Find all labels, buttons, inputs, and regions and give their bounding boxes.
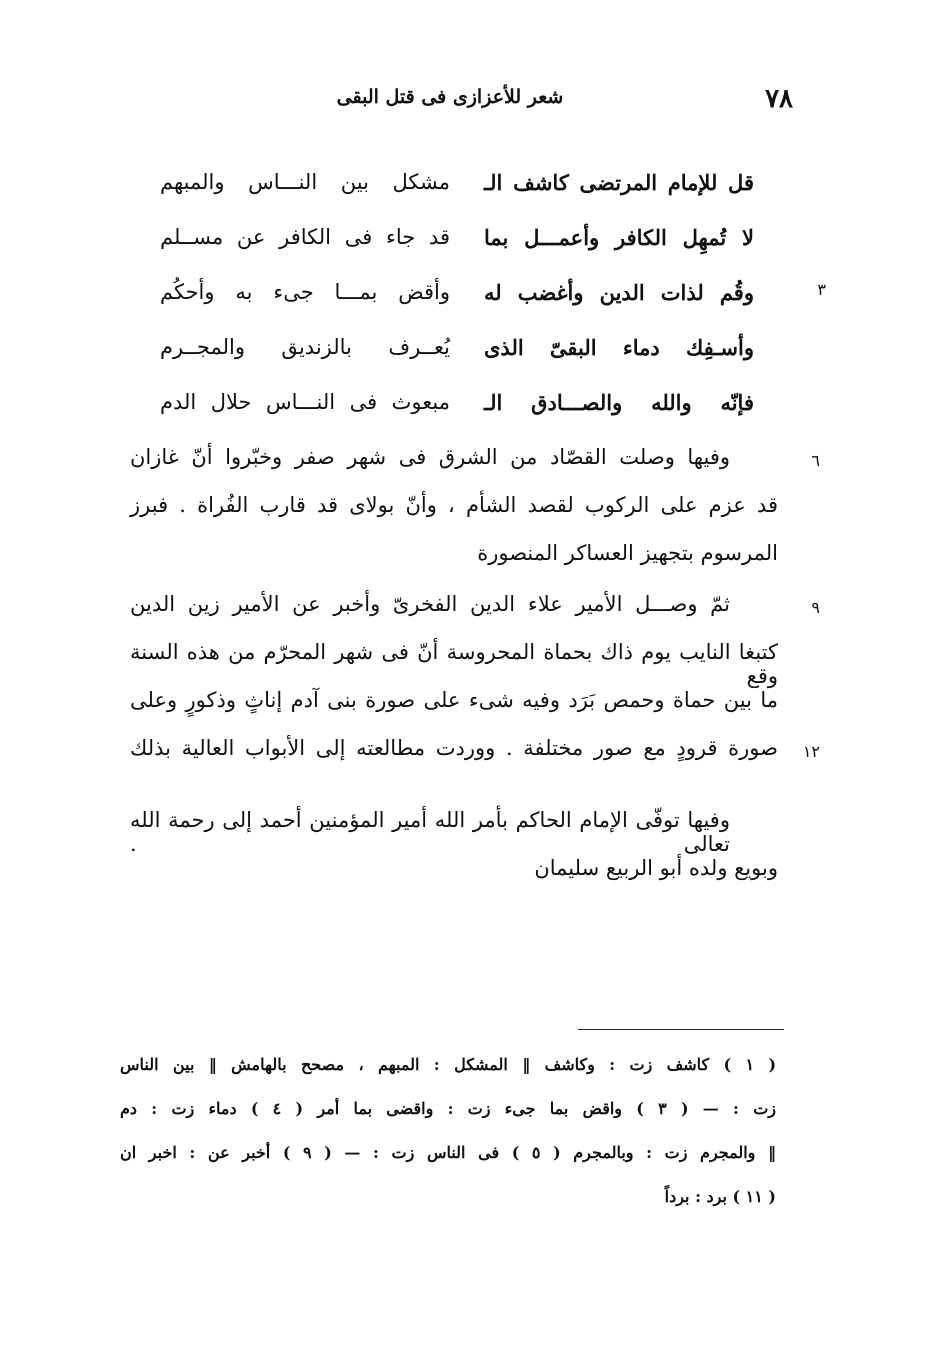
poem-verse <box>130 280 830 335</box>
line-number: ١٢ <box>802 742 820 761</box>
paragraph-text: وفيها توفّى الإمام الحاكم بأمر الله أمير المؤمنين أحمد إلى رحمة الله تعالى . <box>130 808 730 856</box>
paragraph-text: ما بين حماة وحمص بَرَد وفيه شىء على صورة بنى آدم إناثٍ وذكورٍ وعلى <box>130 688 778 712</box>
verse-first-hemistich: قل للإمام المرتضى كاشف الـ <box>484 170 754 195</box>
paragraph-line <box>130 688 820 736</box>
verse-second-hemistich: قد جاء فى الكافر عن مســلم <box>160 225 450 249</box>
verse-first-hemistich: لا تُمهِل الكافر وأعمـــل بما <box>484 225 754 250</box>
paragraph-text: وبويع ولده أبو الربيع سليمان <box>534 856 778 880</box>
footnote-line: زت : — ( ٣ ) واقض بما جىء زت : واقضى بما أمر ( ٤ ) دماء زت : دم <box>120 1099 777 1118</box>
paragraph-text: صورة قرودٍ مع صور مختلفة . ووردت مطالعته إلى الأبواب العالية بذلك <box>130 736 778 760</box>
paragraph-line <box>130 493 820 541</box>
paragraph-line <box>130 592 820 640</box>
footnote-line: ( ١ ) كاشف زت : وكاشف ‖ المشكل : المبهم ، مصحح بالهامش ‖ بين الناس <box>120 1055 777 1074</box>
paragraph-line <box>130 856 820 904</box>
poem-verse <box>130 225 830 280</box>
footnotes-block <box>120 1055 776 1231</box>
poem-verse <box>130 335 830 390</box>
line-number: ٣ <box>817 280 826 299</box>
paragraph-line <box>130 445 820 493</box>
verse-second-hemistich: مشكل بين النـــاس والمبهم <box>160 170 450 194</box>
verse-second-hemistich: مبعوث فى النـــاس حلال الدم <box>160 390 450 414</box>
paragraph-line <box>130 640 820 688</box>
paragraph-text: قد عزم على الركوب لقصد الشأم ، وأنّ بولاى قد قارب الفُراة . فبرز <box>130 493 778 517</box>
paragraph-line <box>130 541 820 589</box>
verse-second-hemistich: يُعــرف بالزنديق والمجــرم <box>160 335 450 359</box>
footnote-line: ‖ والمجرم زت : وبالمجرم ( ٥ ) فى الناس زت : — ( ٩ ) أخبر عن : اخبر ان <box>120 1143 777 1162</box>
line-number: ٦ <box>811 451 820 470</box>
paragraph-caliph <box>130 808 820 904</box>
poem-verse <box>130 170 830 225</box>
verse-first-hemistich: وأسـفِك دماء البقىّ الذى <box>484 335 754 360</box>
paragraph-line <box>130 808 820 856</box>
paragraph-text: ثمّ وصـــل الأمير علاء الدين الفخرىّ وأخبر عن الأمير زين الدين <box>130 592 730 616</box>
footnote-separator <box>578 1029 784 1030</box>
verse-second-hemistich: وأقض بمـــا جىء به وأحكُم <box>160 280 450 304</box>
footnote-line: ( ١١ ) برد : برداً <box>664 1187 776 1206</box>
paragraph-hail <box>130 592 820 784</box>
paragraph-text: كتبغا النايب يوم ذاك بحماة المحروسة أنّ فى شهر المحرّم من هذه السنة وقع <box>130 640 778 688</box>
paragraph-text: المرسوم بتجهيز العساكر المنصورة <box>477 541 778 565</box>
verse-first-hemistich: وقُم لذات الدين وأغضب له <box>484 280 754 305</box>
paragraph-text: وفيها وصلت القصّاد من الشرق فى شهر صفر وخبّروا أنّ غازان <box>130 445 730 469</box>
page-number: ٧٨ <box>765 84 793 114</box>
paragraph-line <box>130 736 820 784</box>
paragraph-envoys <box>130 445 820 589</box>
poem-verse <box>130 390 830 445</box>
verse-first-hemistich: فإنّه والله والصـــادق الـ <box>484 390 754 415</box>
line-number: ٩ <box>811 598 820 617</box>
running-header-title: شعر للأعزازى فى قتل البقى <box>336 86 564 108</box>
poem-block <box>130 170 830 445</box>
